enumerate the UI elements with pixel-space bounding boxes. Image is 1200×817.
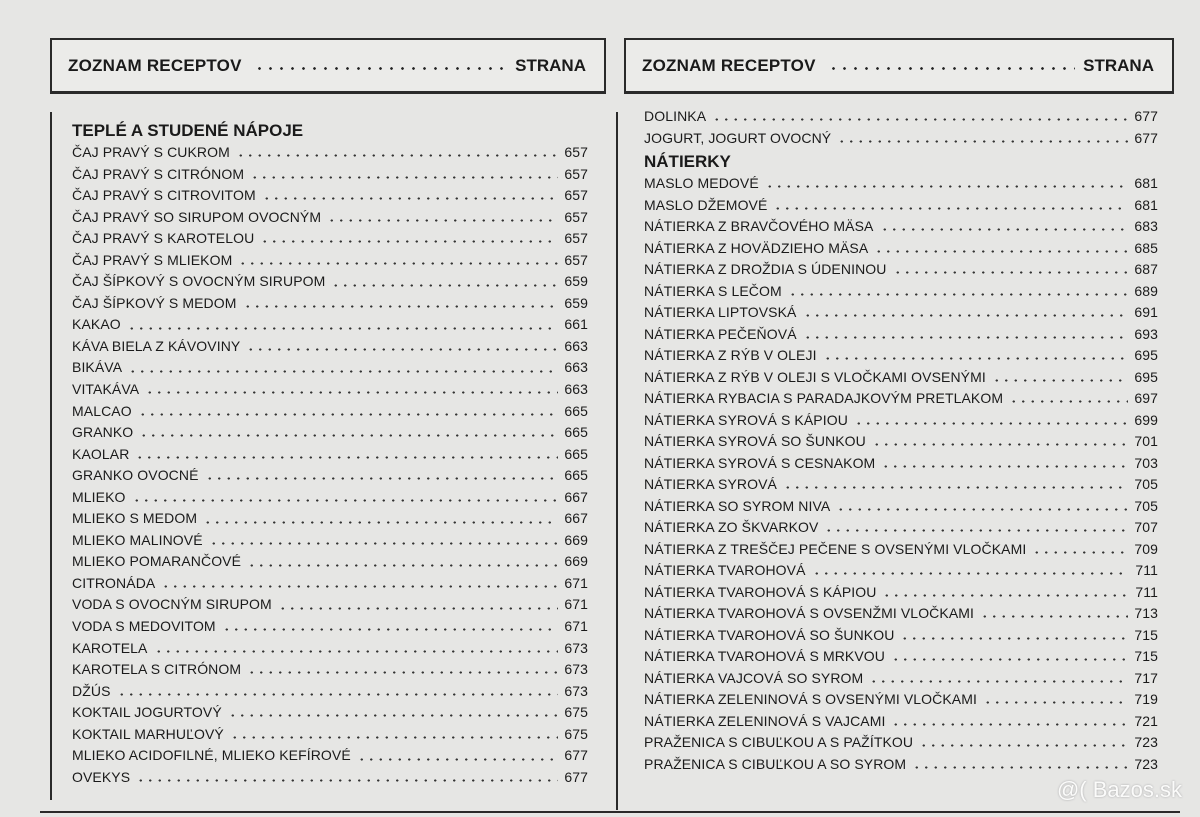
recipe-name: ČAJ PRAVÝ SO SIRUPOM OVOCNÝM	[72, 208, 322, 225]
recipe-row	[644, 582, 1158, 604]
page-number: 673	[564, 639, 588, 656]
recipe-name: NÁTIERKA TVAROHOVÁ S OVSENŽMI VLOČKAMI	[644, 605, 975, 621]
recipe-name: PRAŽENICA S CIBUĽKOU A SO SYROM	[644, 755, 907, 772]
recipe-row	[644, 539, 1158, 561]
dot-leader	[983, 701, 1128, 704]
dot-leader	[803, 336, 1129, 339]
dot-leader	[803, 314, 1129, 317]
recipe-row	[72, 638, 588, 660]
recipe-name: PRAŽENICA S CIBUĽKOU A S PAŽÍTKOU	[644, 734, 914, 750]
recipe-row	[644, 216, 1158, 238]
page-number: 671	[564, 596, 588, 613]
page-number: 659	[564, 294, 588, 311]
dot-leader	[1009, 400, 1128, 403]
recipe-name: NÁTIERKA Z RÝB V OLEJI	[644, 347, 817, 363]
recipe-name: NÁTIERKA SYROVÁ	[644, 476, 777, 492]
recipe-name: KOKTAIL JOGURTOVÝ	[72, 704, 222, 721]
recipe-name: MLIEKO S MEDOM	[72, 510, 198, 527]
recipe-name: ČAJ PRAVÝ S CITRÓNOM	[72, 165, 245, 182]
page-number: 703	[1134, 454, 1158, 471]
dot-leader	[836, 508, 1128, 511]
dot-leader	[824, 529, 1128, 532]
page-number: 673	[564, 661, 588, 678]
page-number: 657	[564, 165, 588, 182]
left-list	[72, 118, 588, 788]
recipe-row	[72, 250, 588, 272]
dot-leader	[139, 434, 558, 437]
recipe-name: NÁTIERKA S LEČOM	[644, 282, 782, 299]
dot-leader	[788, 293, 1129, 296]
page-number: 673	[564, 682, 588, 699]
page-number: 657	[564, 251, 588, 268]
recipe-name: NÁTIERKA SYROVÁ SO ŠUNKOU	[644, 433, 866, 449]
page-number: 687	[1134, 261, 1158, 277]
recipe-name: NÁTIERKA SYROVÁ S CESNAKOM	[644, 454, 876, 471]
recipe-row	[72, 142, 588, 164]
recipe-name: NÁTIERKA TVAROHOVÁ S MRKVOU	[644, 648, 886, 664]
dot-leader	[247, 671, 558, 674]
recipe-row	[72, 314, 588, 336]
page-number: 657	[564, 208, 588, 225]
recipe-row	[644, 560, 1158, 582]
recipe-name: VODA S MEDOVITOM	[72, 618, 216, 635]
page-number: 685	[1134, 239, 1158, 256]
recipe-name: ČAJ PRAVÝ S MLIEKOM	[72, 251, 233, 268]
recipe-name: DŽÚS	[72, 682, 111, 699]
page-number: 665	[564, 445, 588, 462]
dot-leader	[246, 348, 558, 351]
page-number: 659	[564, 273, 588, 290]
recipe-row	[72, 487, 588, 509]
recipe-name: NÁTIERKA TVAROHOVÁ	[644, 562, 806, 578]
page-number: 657	[564, 144, 588, 160]
recipe-row	[72, 616, 588, 638]
recipe-row	[644, 173, 1158, 195]
dot-leader	[247, 564, 558, 567]
recipe-row	[72, 465, 588, 487]
dot-leader	[765, 185, 1129, 188]
page-number: 697	[1134, 390, 1158, 406]
dot-leader	[154, 650, 559, 653]
page-number: 693	[1134, 325, 1158, 342]
dot-leader	[278, 607, 559, 610]
recipe-row	[72, 293, 588, 315]
page-number: 705	[1134, 497, 1158, 514]
dot-leader	[891, 723, 1128, 726]
recipe-row	[72, 681, 588, 703]
dot-leader	[262, 197, 559, 200]
dot-leader	[236, 154, 558, 157]
page-number: 699	[1134, 411, 1158, 428]
recipe-name: VITAKÁVA	[72, 381, 140, 398]
page-number: 719	[1134, 691, 1158, 707]
recipe-row	[72, 185, 588, 207]
recipe-name: NÁTIERKA SYROVÁ S KÁPIOU	[644, 411, 848, 428]
page-number: 681	[1134, 175, 1158, 191]
recipe-row	[72, 271, 588, 293]
recipe-row	[644, 732, 1158, 754]
right-rule	[616, 112, 618, 810]
page-number: 667	[564, 510, 588, 527]
recipe-row	[644, 195, 1158, 217]
recipe-name: MLIEKO	[72, 488, 126, 505]
dot-leader	[243, 305, 559, 308]
recipe-row	[72, 767, 588, 789]
recipe-row	[644, 345, 1158, 367]
dot-leader	[222, 628, 559, 631]
dot-leader	[203, 521, 558, 524]
recipe-row	[72, 508, 588, 530]
right-items	[644, 173, 1158, 775]
recipe-name: NÁTIERKA VAJCOVÁ SO SYROM	[644, 669, 864, 686]
recipe-name: NÁTIERKA Z TREŠČEJ PEČENE S OVSENÝMI VLOČKAMI	[644, 540, 1027, 557]
page-number: 671	[564, 618, 588, 635]
dot-leader	[912, 766, 1128, 769]
dot-leader	[891, 658, 1128, 661]
recipe-name: NÁTIERKA SO SYROM NIVA	[644, 497, 831, 514]
dot-leader	[209, 542, 559, 545]
recipe-row	[644, 453, 1158, 475]
dot-leader	[117, 693, 559, 696]
recipe-name: KAOLAR	[72, 445, 130, 462]
recipe-name: ČAJ PRAVÝ S KAROTELOU	[72, 230, 255, 247]
page-number: 657	[564, 187, 588, 204]
page-number: 665	[564, 402, 588, 419]
left-header	[50, 38, 606, 94]
page-number: 715	[1134, 648, 1158, 664]
page-number: 675	[564, 725, 588, 742]
right-header-page-label: STRANA	[1083, 55, 1154, 75]
dot-leader	[135, 456, 558, 459]
recipe-row	[72, 551, 588, 573]
page-number: 675	[564, 704, 588, 721]
recipe-name: NÁTIERKA ZO ŠKVARKOV	[644, 519, 819, 535]
right-list	[644, 106, 1158, 775]
recipe-row	[72, 573, 588, 595]
recipe-name: BIKÁVA	[72, 359, 123, 376]
recipe-row	[72, 530, 588, 552]
recipe-name: DOLINKA	[644, 108, 707, 124]
recipe-row	[644, 711, 1158, 733]
page-number: 677	[1134, 108, 1158, 124]
recipe-name: GRANKO OVOCNÉ	[72, 467, 199, 484]
recipe-row	[644, 474, 1158, 496]
page-number: 705	[1134, 476, 1158, 492]
recipe-row	[644, 388, 1158, 410]
recipe-name: MASLO MEDOVÉ	[644, 175, 759, 191]
page-number: 695	[1134, 368, 1158, 385]
recipe-name: MLIEKO ACIDOFILNÉ, MLIEKO KEFÍROVÉ	[72, 747, 351, 764]
dot-leader	[250, 176, 558, 179]
page-number: 713	[1134, 605, 1158, 621]
page-number: 669	[564, 531, 588, 548]
recipe-name: NÁTIERKA Z RÝB V OLEJI S VLOČKAMI OVSENÝMI	[644, 368, 986, 385]
recipe-row	[72, 745, 588, 767]
recipe-row	[644, 603, 1158, 625]
recipe-row	[72, 401, 588, 423]
recipe-row	[644, 367, 1158, 389]
page-number: 701	[1134, 433, 1158, 449]
dot-leader	[900, 637, 1128, 640]
dot-leader	[230, 736, 558, 739]
recipe-name: MLIEKO MALINOVÉ	[72, 531, 203, 548]
right-column	[624, 38, 1174, 772]
page-number: 677	[1134, 129, 1158, 146]
dot-leader	[992, 379, 1128, 382]
dot-leader	[331, 284, 558, 287]
bottom-rule	[40, 811, 1180, 813]
page-number: 657	[564, 230, 588, 247]
dot-leader	[783, 486, 1128, 489]
recipe-row	[72, 336, 588, 358]
recipe-name: NÁTIERKA TVAROHOVÁ SO ŠUNKOU	[644, 626, 895, 643]
page-number: 689	[1134, 282, 1158, 299]
page-number: 683	[1134, 218, 1158, 234]
section-heading-napoje: TEPLÉ A STUDENÉ NÁPOJE	[72, 121, 304, 140]
page-number: 709	[1134, 540, 1158, 557]
dot-leader	[712, 118, 1128, 121]
dot-leader	[128, 370, 558, 373]
recipe-name: NÁTIERKA ZELENINOVÁ S OVSENÝMI VLOČKAMI	[644, 691, 977, 707]
recipe-row	[644, 496, 1158, 518]
recipe-row	[644, 754, 1158, 776]
recipe-row	[72, 724, 588, 746]
page-number: 721	[1134, 712, 1158, 729]
recipe-name: NÁTIERKA TVAROHOVÁ S KÁPIOU	[644, 583, 877, 600]
recipe-name: NÁTIERKA LIPTOVSKÁ	[644, 304, 797, 320]
dot-leader	[238, 262, 558, 265]
recipe-row	[644, 259, 1158, 281]
page-number: 671	[564, 574, 588, 591]
recipe-row	[644, 431, 1158, 453]
recipe-name: ČAJ ŠÍPKOVÝ S MEDOM	[72, 294, 237, 311]
dot-leader	[1032, 551, 1128, 554]
recipe-name: MLIEKO POMARANČOVÉ	[72, 553, 242, 570]
page-number: 663	[564, 337, 588, 354]
dot-leader	[812, 572, 1130, 575]
page-number: 667	[564, 488, 588, 505]
left-header-title: ZOZNAM RECEPTOV	[68, 55, 242, 75]
left-rule	[50, 112, 52, 800]
dot-leader	[327, 219, 558, 222]
recipe-name: OVEKYS	[72, 768, 131, 785]
recipe-name: NÁTIERKA Z DROŽDIA S ÚDENINOU	[644, 261, 887, 277]
left-header-page-label: STRANA	[515, 55, 586, 75]
dot-leader	[893, 271, 1129, 274]
recipe-name: KÁVA BIELA Z KÁVOVINY	[72, 337, 241, 354]
dot-leader	[882, 594, 1129, 597]
dot-leader	[869, 680, 1128, 683]
right-header	[624, 38, 1174, 94]
section-heading-natierky: NÁTIERKY	[644, 152, 731, 171]
recipe-name: KAKAO	[72, 316, 121, 333]
page-number: 677	[564, 747, 588, 764]
recipe-row	[72, 444, 588, 466]
right-header-title: ZOZNAM RECEPTOV	[642, 55, 816, 75]
dot-leader	[880, 228, 1129, 231]
recipe-name: CITRONÁDA	[72, 574, 156, 591]
page-number: 681	[1134, 196, 1158, 213]
recipe-row	[644, 668, 1158, 690]
left-header-leader	[254, 67, 508, 70]
recipe-row	[644, 646, 1158, 668]
recipe-name: MALCAO	[72, 402, 132, 419]
dot-leader	[260, 240, 558, 243]
right-header-leader	[828, 67, 1076, 70]
recipe-name: NÁTIERKA Z HOVÄDZIEHO MÄSA	[644, 239, 869, 256]
dot-leader	[357, 758, 559, 761]
recipe-row	[644, 625, 1158, 647]
recipe-row	[72, 379, 588, 401]
recipe-row	[72, 207, 588, 229]
recipe-row	[72, 422, 588, 444]
dot-leader	[919, 744, 1128, 747]
recipe-row	[644, 410, 1158, 432]
recipe-name: NÁTIERKA ZELENINOVÁ S VAJCAMI	[644, 712, 886, 729]
page-number: 661	[564, 316, 588, 333]
page-number: 723	[1134, 755, 1158, 772]
recipe-name: ČAJ PRAVÝ S CITROVITOM	[72, 187, 256, 204]
dot-leader	[881, 465, 1128, 468]
dot-leader	[127, 327, 559, 330]
recipe-row	[72, 357, 588, 379]
recipe-row	[644, 517, 1158, 539]
dot-leader	[161, 585, 558, 588]
recipe-row	[644, 128, 1158, 150]
watermark: @( Bazos.sk	[1056, 777, 1182, 802]
recipe-row	[72, 164, 588, 186]
page-number: 677	[564, 768, 588, 785]
dot-leader	[837, 140, 1128, 143]
recipe-row	[644, 324, 1158, 346]
dot-leader	[228, 714, 559, 717]
page-number: 695	[1134, 347, 1158, 363]
recipe-name: NÁTIERKA Z BRAVČOVÉHO MÄSA	[644, 218, 874, 234]
dot-leader	[138, 413, 559, 416]
page-number: 711	[1135, 583, 1158, 600]
page-number: 665	[564, 424, 588, 441]
page-number: 707	[1134, 519, 1158, 535]
recipe-row	[72, 594, 588, 616]
recipe-name: VODA S OVOCNÝM SIRUPOM	[72, 596, 272, 613]
page-number: 711	[1135, 562, 1158, 578]
recipe-name: MASLO DŽEMOVÉ	[644, 196, 768, 213]
recipe-row	[72, 659, 588, 681]
recipe-name: KOKTAIL MARHUĽOVÝ	[72, 725, 224, 742]
recipe-row	[72, 702, 588, 724]
dot-leader	[132, 499, 559, 502]
recipe-row	[644, 302, 1158, 324]
page-number: 669	[564, 553, 588, 570]
recipe-name: GRANKO	[72, 424, 134, 441]
page-number: 717	[1134, 669, 1158, 686]
page-number: 723	[1134, 734, 1158, 750]
dot-leader	[136, 779, 558, 782]
dot-leader	[854, 422, 1128, 425]
recipe-name: KAROTELA S CITRÓNOM	[72, 661, 242, 678]
recipe-name: ČAJ PRAVÝ S CUKROM	[72, 144, 230, 160]
recipe-name: ČAJ ŠÍPKOVÝ S OVOCNÝM SIRUPOM	[72, 273, 326, 290]
page-number: 663	[564, 381, 588, 398]
dot-leader	[145, 391, 558, 394]
recipe-row	[72, 228, 588, 250]
page-number: 663	[564, 359, 588, 376]
recipe-name: NÁTIERKA PEČEŇOVÁ	[644, 325, 797, 342]
page-number: 715	[1134, 626, 1158, 643]
left-column	[50, 38, 606, 785]
recipe-name: KAROTELA	[72, 639, 148, 656]
dot-leader	[205, 477, 559, 480]
recipe-row	[644, 281, 1158, 303]
right-top-items	[644, 106, 1158, 149]
recipe-row	[644, 106, 1158, 128]
dot-leader	[874, 250, 1128, 253]
dot-leader	[773, 207, 1128, 210]
page-number: 691	[1134, 304, 1158, 320]
dot-leader	[823, 357, 1129, 360]
recipe-row	[644, 238, 1158, 260]
dot-leader	[980, 615, 1128, 618]
recipe-name: JOGURT, JOGURT OVOCNÝ	[644, 129, 832, 146]
recipe-row	[644, 689, 1158, 711]
dot-leader	[872, 443, 1128, 446]
page-number: 665	[564, 467, 588, 484]
recipe-name: NÁTIERKA RYBACIA S PARADAJKOVÝM PRETLAKOM	[644, 390, 1004, 406]
